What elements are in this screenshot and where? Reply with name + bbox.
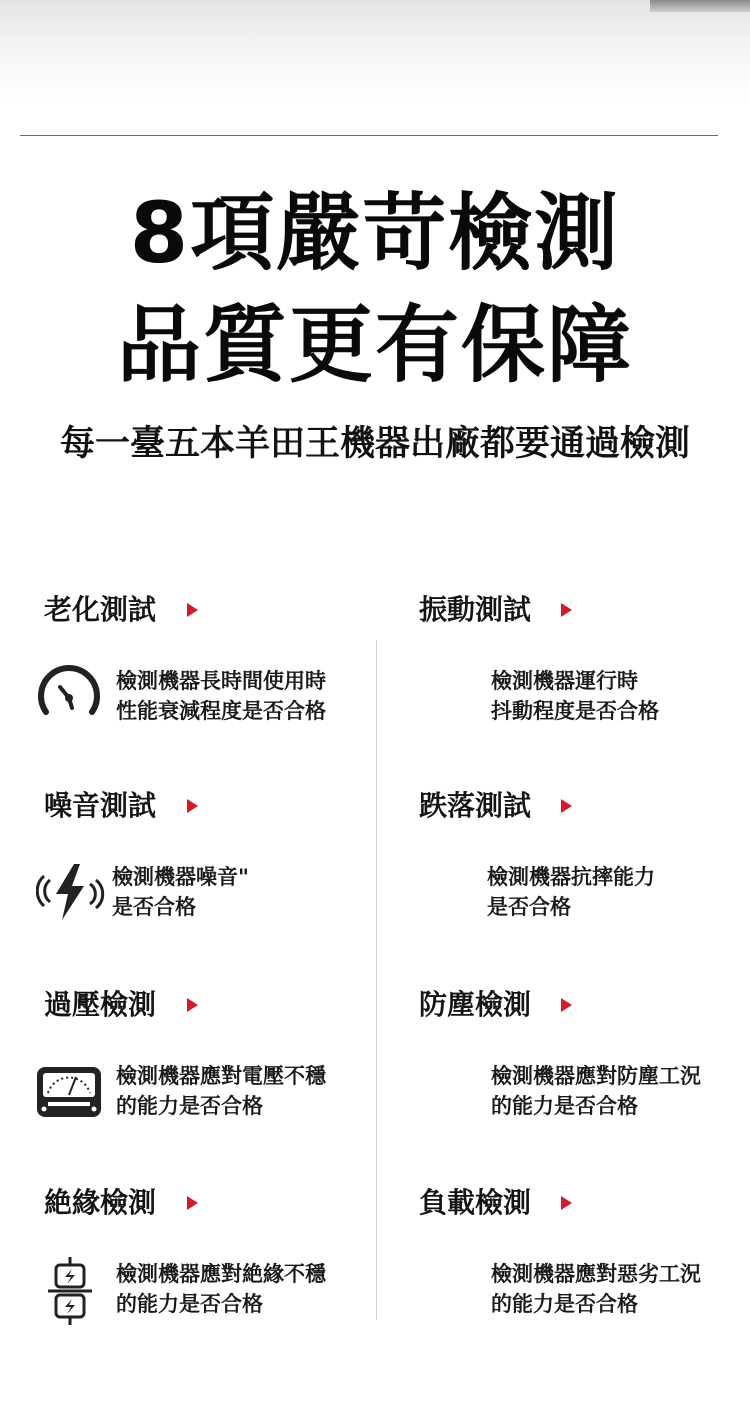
desc-line-1: 檢測機器應對電壓不穩: [116, 1064, 326, 1088]
test-title: 負載檢測: [419, 1186, 532, 1219]
headline-line-2: 品質更有保障: [116, 296, 633, 394]
top-corner-shade: [650, 0, 750, 12]
subtitle: 每一臺五本羊田王機器出廠都要通過檢測: [59, 424, 690, 464]
test-description: [116, 1259, 376, 1319]
test-title: 老化測試: [44, 593, 157, 626]
desc-line-1: 檢測機器應對絶緣不穩: [116, 1262, 326, 1286]
desc-line-1: 檢測機器長時間使用時: [116, 669, 326, 693]
desc-line-1: 檢測機器運行時: [491, 669, 638, 693]
test-title: 振動測試: [419, 593, 532, 626]
red-arrow-icon: [561, 799, 572, 813]
lightning-sound-icon: [36, 858, 106, 928]
header-divider: [20, 135, 718, 136]
column-divider: [376, 640, 377, 1320]
red-arrow-icon: [187, 998, 198, 1012]
test-description: [116, 666, 376, 726]
test-description: [491, 666, 750, 726]
red-arrow-icon: [561, 603, 572, 617]
test-title: 跌落測試: [419, 789, 532, 822]
red-arrow-icon: [561, 998, 572, 1012]
test-title: 防塵檢測: [419, 988, 532, 1021]
voltmeter-icon: [34, 1057, 104, 1127]
test-description: [487, 862, 747, 922]
desc-line-1: 檢測機器抗摔能力: [487, 865, 655, 889]
desc-line-2: 的能力是否合格: [116, 1094, 263, 1118]
test-title: 過壓檢測: [44, 988, 157, 1021]
speedometer-icon: [34, 660, 104, 730]
desc-line-2: 的能力是否合格: [491, 1292, 638, 1316]
desc-line-2: 的能力是否合格: [116, 1292, 263, 1316]
test-description: [491, 1061, 750, 1121]
test-description: [491, 1259, 750, 1319]
desc-line-2: 的能力是否合格: [491, 1094, 638, 1118]
desc-line-1: 檢測機器應對防塵工況: [491, 1064, 701, 1088]
red-arrow-icon: [187, 1196, 198, 1210]
top-faded-band: [0, 0, 750, 100]
test-description: [116, 1061, 376, 1121]
desc-line-2: 是否合格: [112, 895, 196, 919]
test-title: 絶緣檢測: [44, 1186, 157, 1219]
headline-line-1: 8項嚴苛檢測: [129, 184, 621, 282]
red-arrow-icon: [561, 1196, 572, 1210]
red-arrow-icon: [187, 799, 198, 813]
desc-line-1: 檢測機器噪音": [112, 865, 249, 889]
test-description: [112, 862, 372, 922]
test-title: 噪音測試: [44, 789, 157, 822]
insulation-icon: [42, 1257, 112, 1327]
desc-line-2: 性能衰減程度是否合格: [116, 699, 326, 723]
desc-line-2: 抖動程度是否合格: [491, 699, 659, 723]
red-arrow-icon: [187, 603, 198, 617]
desc-line-1: 檢測機器應對惡劣工況: [491, 1262, 701, 1286]
desc-line-2: 是否合格: [487, 895, 571, 919]
